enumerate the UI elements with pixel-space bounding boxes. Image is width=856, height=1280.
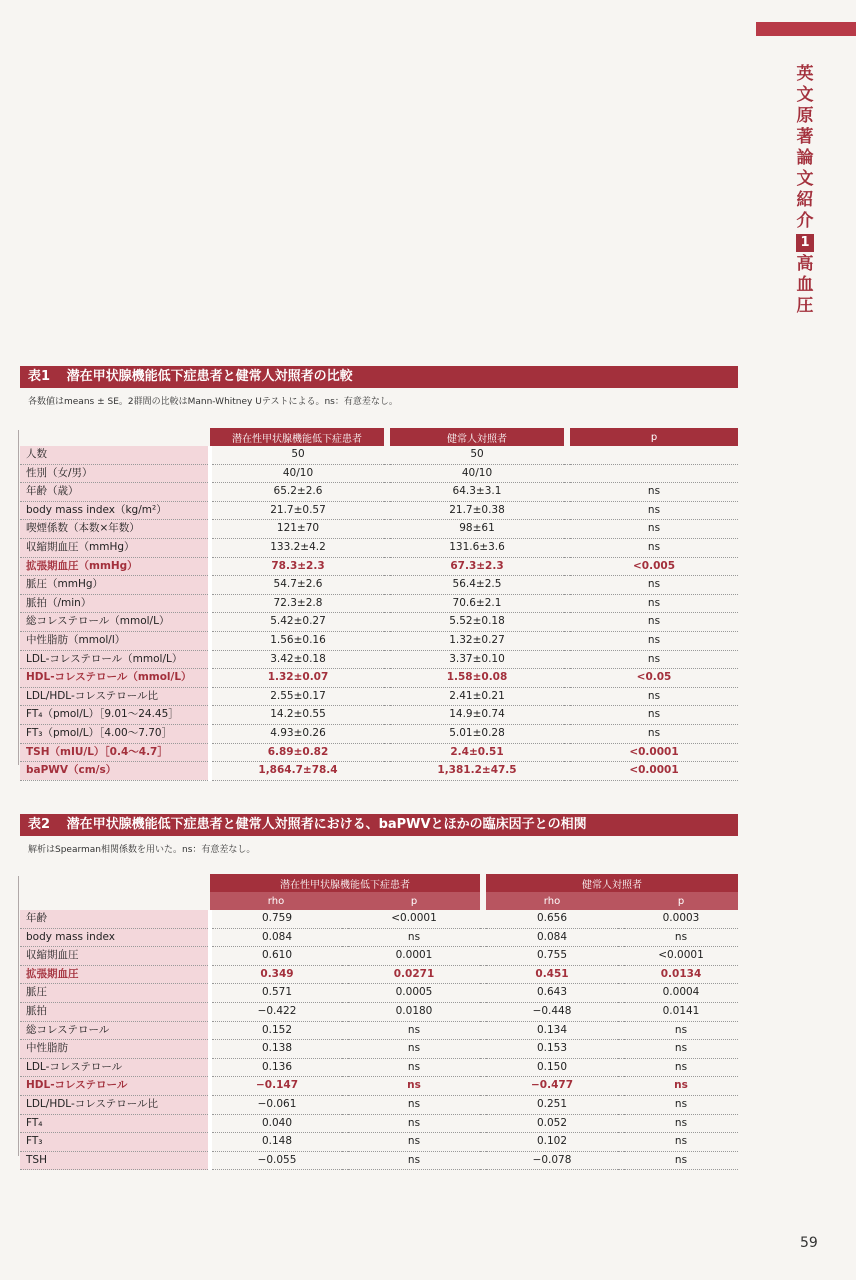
row-label: body mass index [20, 928, 210, 947]
controls-value: 50 [390, 446, 564, 464]
row-label: body mass index（kg/m²） [20, 501, 210, 520]
table2-row [20, 947, 738, 966]
controls-value: 64.3±3.1 [390, 483, 564, 502]
table2-row [20, 1021, 738, 1040]
p-value: ns [570, 483, 738, 502]
row-label: 収縮期血圧（mmHg） [20, 538, 210, 557]
controls-rho: 0.755 [486, 947, 618, 966]
controls-p: ns [624, 1095, 738, 1114]
patients-p: ns [348, 928, 480, 947]
patients-rho: 0.349 [210, 965, 342, 984]
side-title-char: 介 [796, 211, 814, 231]
patients-rho: 0.148 [210, 1133, 342, 1152]
table1-title-bar [20, 366, 738, 388]
patients-value: 4.93±0.26 [210, 724, 384, 743]
patients-value: 1.32±0.07 [210, 669, 384, 688]
patients-p: ns [348, 1058, 480, 1077]
p-value: ns [570, 538, 738, 557]
controls-value: 3.37±0.10 [390, 650, 564, 669]
side-title-char: 文 [796, 85, 814, 105]
row-label: LDL/HDL-コレステロール比 [20, 687, 210, 706]
table1-note: 各数値はmeans ± SE。2群間の比較はMann-Whitney Uテストによる。ns：有意差なし。 [28, 397, 398, 407]
patients-rho: 0.138 [210, 1040, 342, 1059]
row-label: 総コレステロール（mmol/L） [20, 613, 210, 632]
table1-row [20, 594, 738, 613]
patients-rho: −0.055 [210, 1151, 342, 1170]
p-value: <0.0001 [570, 762, 738, 781]
table1-row [20, 669, 738, 688]
controls-rho: −0.477 [486, 1077, 618, 1096]
controls-value: 70.6±2.1 [390, 594, 564, 613]
controls-value: 131.6±3.6 [390, 538, 564, 557]
controls-rho: 0.102 [486, 1133, 618, 1152]
patients-value: 1.56±0.16 [210, 631, 384, 650]
p-value: <0.05 [570, 669, 738, 688]
p-value: ns [570, 501, 738, 520]
row-label: FT₄（pmol/L）［9.01〜24.45］ [20, 706, 210, 725]
patients-p: 0.0005 [348, 984, 480, 1003]
table2-row [20, 1095, 738, 1114]
table2-row [20, 928, 738, 947]
p-value: ns [570, 613, 738, 632]
table2-row [20, 984, 738, 1003]
row-label: FT₃ [20, 1133, 210, 1152]
controls-p: ns [624, 1114, 738, 1133]
patients-p: ns [348, 1021, 480, 1040]
p-value: ns [570, 650, 738, 669]
table2-row [20, 910, 738, 928]
row-label: 年齢（歳） [20, 483, 210, 502]
patients-rho: 0.152 [210, 1021, 342, 1040]
controls-p: ns [624, 1040, 738, 1059]
side-title-number: 1 [796, 234, 814, 252]
table1-header-controls: 健常人対照者 [390, 428, 564, 446]
controls-value: 56.4±2.5 [390, 576, 564, 595]
table1-row [20, 762, 738, 781]
controls-rho: 0.251 [486, 1095, 618, 1114]
table1 [20, 428, 738, 781]
row-label: baPWV（cm/s） [20, 762, 210, 781]
controls-value: 5.01±0.28 [390, 724, 564, 743]
patients-value: 50 [210, 446, 384, 464]
side-title-char: 高 [796, 254, 814, 274]
table1-header-patients: 潜在性甲状腺機能低下症患者 [210, 428, 384, 446]
controls-value: 14.9±0.74 [390, 706, 564, 725]
table2-title: 潜在甲状腺機能低下症患者と健常人対照者における、baPWVとほかの臨床因子との相関 [66, 817, 587, 832]
patients-value: 6.89±0.82 [210, 743, 384, 762]
p-value: ns [570, 631, 738, 650]
table2-row [20, 1058, 738, 1077]
table2-group-patients: 潜在性甲状腺機能低下症患者 [210, 874, 480, 892]
p-value: ns [570, 706, 738, 725]
patients-p: ns [348, 1114, 480, 1133]
left-rule-1 [18, 430, 19, 765]
patients-value: 2.55±0.17 [210, 687, 384, 706]
patients-value: 3.42±0.18 [210, 650, 384, 669]
row-label: LDL-コレステロール（mmol/L） [20, 650, 210, 669]
controls-p: ns [624, 1058, 738, 1077]
table1-row [20, 538, 738, 557]
row-label: 脈拍 [20, 1002, 210, 1021]
controls-value: 1,381.2±47.5 [390, 762, 564, 781]
row-label: LDL-コレステロール [20, 1058, 210, 1077]
row-label: FT₄ [20, 1114, 210, 1133]
row-label: 年齢 [20, 910, 210, 928]
row-label: FT₃（pmol/L）［4.00〜7.70］ [20, 724, 210, 743]
table1-row [20, 724, 738, 743]
row-label: 人数 [20, 446, 210, 464]
row-label: 中性脂肪 [20, 1040, 210, 1059]
controls-value: 40/10 [390, 464, 564, 483]
patients-rho: 0.136 [210, 1058, 342, 1077]
row-label: 脈圧 [20, 984, 210, 1003]
controls-p: ns [624, 1077, 738, 1096]
p-value [570, 464, 738, 483]
p-value: ns [570, 576, 738, 595]
table2 [20, 874, 738, 1170]
side-title-char: 文 [796, 169, 814, 189]
p-value: ns [570, 724, 738, 743]
row-label: 中性脂肪（mmol/l） [20, 631, 210, 650]
controls-p: ns [624, 1021, 738, 1040]
top-accent-bar [756, 22, 856, 36]
patients-value: 1,864.7±78.4 [210, 762, 384, 781]
controls-value: 21.7±0.38 [390, 501, 564, 520]
patients-rho: −0.147 [210, 1077, 342, 1096]
controls-rho: 0.084 [486, 928, 618, 947]
table2-group-controls: 健常人対照者 [486, 874, 738, 892]
row-label: 性別（女/男） [20, 464, 210, 483]
patients-p: ns [348, 1151, 480, 1170]
side-title-char: 論 [796, 148, 814, 168]
patients-value: 5.42±0.27 [210, 613, 384, 632]
table1-title: 潜在甲状腺機能低下症患者と健常人対照者の比較 [66, 369, 353, 384]
patients-rho: −0.061 [210, 1095, 342, 1114]
row-label: TSH（mIU/L）［0.4〜4.7］ [20, 743, 210, 762]
patients-rho: 0.040 [210, 1114, 342, 1133]
table1-row [20, 576, 738, 595]
table1-number: 表1 [28, 369, 51, 384]
patients-value: 21.7±0.57 [210, 501, 384, 520]
table1-row [20, 520, 738, 539]
patients-p: ns [348, 1095, 480, 1114]
patients-p: 0.0180 [348, 1002, 480, 1021]
page-number: 59 [800, 1235, 818, 1251]
table2-row [20, 1002, 738, 1021]
row-label: 総コレステロール [20, 1021, 210, 1040]
table2-number: 表2 [28, 817, 51, 832]
section-vertical-title [792, 64, 818, 317]
row-label: 喫煙係数（本数×年数） [20, 520, 210, 539]
p-value [570, 446, 738, 464]
table2-sub-p1: p [348, 892, 480, 910]
controls-value: 2.4±0.51 [390, 743, 564, 762]
table2-sub-rho1: rho [210, 892, 342, 910]
table2-row [20, 1114, 738, 1133]
table2-row [20, 1133, 738, 1152]
table1-row [20, 464, 738, 483]
patients-value: 133.2±4.2 [210, 538, 384, 557]
patients-value: 40/10 [210, 464, 384, 483]
controls-p: 0.0141 [624, 1002, 738, 1021]
table2-note: 解析はSpearman相関係数を用いた。ns：有意差なし。 [28, 845, 256, 855]
controls-rho: 0.153 [486, 1040, 618, 1059]
controls-p: 0.0004 [624, 984, 738, 1003]
controls-rho: 0.150 [486, 1058, 618, 1077]
controls-p: ns [624, 1133, 738, 1152]
row-label: 脈拍（/min） [20, 594, 210, 613]
controls-p: ns [624, 928, 738, 947]
controls-rho: 0.134 [486, 1021, 618, 1040]
controls-p: <0.0001 [624, 947, 738, 966]
patients-rho: −0.422 [210, 1002, 342, 1021]
side-title-char: 紹 [796, 190, 814, 210]
patients-rho: 0.084 [210, 928, 342, 947]
row-label: 拡張期血圧 [20, 965, 210, 984]
controls-value: 98±61 [390, 520, 564, 539]
patients-p: ns [348, 1040, 480, 1059]
controls-value: 67.3±2.3 [390, 557, 564, 576]
table2-sub-rho2: rho [486, 892, 618, 910]
row-label: LDL/HDL-コレステロール比 [20, 1095, 210, 1114]
controls-rho: 0.656 [486, 910, 618, 928]
row-label: 拡張期血圧（mmHg） [20, 557, 210, 576]
row-label: TSH [20, 1151, 210, 1170]
controls-value: 2.41±0.21 [390, 687, 564, 706]
patients-p: 0.0001 [348, 947, 480, 966]
patients-rho: 0.571 [210, 984, 342, 1003]
p-value: <0.0001 [570, 743, 738, 762]
table2-row [20, 1151, 738, 1170]
table1-row [20, 446, 738, 464]
side-title-char: 圧 [796, 296, 814, 316]
table2-row [20, 965, 738, 984]
table1-row [20, 557, 738, 576]
side-title-char: 著 [796, 127, 814, 147]
controls-value: 1.32±0.27 [390, 631, 564, 650]
patients-rho: 0.759 [210, 910, 342, 928]
table1-row [20, 483, 738, 502]
row-label: 収縮期血圧 [20, 947, 210, 966]
controls-rho: −0.078 [486, 1151, 618, 1170]
table1-row [20, 631, 738, 650]
controls-p: ns [624, 1151, 738, 1170]
patients-value: 72.3±2.8 [210, 594, 384, 613]
patients-value: 78.3±2.3 [210, 557, 384, 576]
patients-p: <0.0001 [348, 910, 480, 928]
controls-rho: 0.052 [486, 1114, 618, 1133]
table2-block [20, 814, 738, 856]
p-value: ns [570, 520, 738, 539]
row-label: HDL-コレステロール [20, 1077, 210, 1096]
controls-value: 5.52±0.18 [390, 613, 564, 632]
table1-row [20, 706, 738, 725]
table1-block [20, 366, 738, 408]
p-value: ns [570, 687, 738, 706]
table1-row [20, 687, 738, 706]
controls-rho: −0.448 [486, 1002, 618, 1021]
table1-header-p: p [570, 428, 738, 446]
patients-value: 65.2±2.6 [210, 483, 384, 502]
side-title-char: 血 [796, 275, 814, 295]
controls-p: 0.0003 [624, 910, 738, 928]
table2-row [20, 1077, 738, 1096]
table1-row [20, 650, 738, 669]
controls-p: 0.0134 [624, 965, 738, 984]
left-rule-2 [18, 876, 19, 1156]
table1-row [20, 613, 738, 632]
row-label: HDL-コレステロール（mmol/L） [20, 669, 210, 688]
table2-title-bar [20, 814, 738, 836]
patients-p: 0.0271 [348, 965, 480, 984]
row-label: 脈圧（mmHg） [20, 576, 210, 595]
patients-rho: 0.610 [210, 947, 342, 966]
patients-value: 121±70 [210, 520, 384, 539]
patients-p: ns [348, 1133, 480, 1152]
p-value: <0.005 [570, 557, 738, 576]
side-title-char: 英 [796, 64, 814, 84]
controls-rho: 0.643 [486, 984, 618, 1003]
side-title-char: 原 [796, 106, 814, 126]
controls-rho: 0.451 [486, 965, 618, 984]
patients-value: 54.7±2.6 [210, 576, 384, 595]
p-value: ns [570, 594, 738, 613]
patients-value: 14.2±0.55 [210, 706, 384, 725]
table1-row [20, 743, 738, 762]
table2-sub-p2: p [624, 892, 738, 910]
table2-row [20, 1040, 738, 1059]
table1-row [20, 501, 738, 520]
patients-p: ns [348, 1077, 480, 1096]
controls-value: 1.58±0.08 [390, 669, 564, 688]
